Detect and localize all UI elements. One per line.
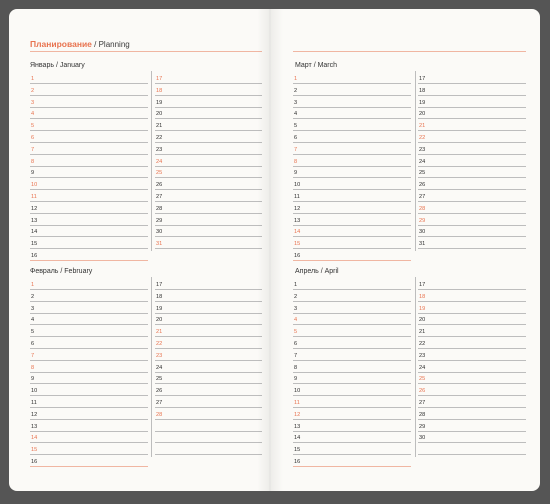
day-number: 27 xyxy=(156,400,163,406)
day-number: 7 xyxy=(294,352,298,359)
day-number: 11 xyxy=(31,194,37,200)
day-number: 6 xyxy=(31,135,35,141)
day-number: 8 xyxy=(294,158,298,165)
day-number: 28 xyxy=(156,205,163,212)
day-number: 20 xyxy=(156,111,163,118)
day-number: 25 xyxy=(156,170,163,177)
day-number: 25 xyxy=(156,376,163,383)
day-number: 22 xyxy=(419,341,426,347)
day-number: 4 xyxy=(31,111,35,118)
day-number: 28 xyxy=(156,411,163,418)
day-number: 3 xyxy=(31,305,35,312)
day-number: 1 xyxy=(31,282,35,288)
day-number: 23 xyxy=(419,352,426,359)
day-number: 3 xyxy=(31,99,35,106)
day-number: 30 xyxy=(419,435,426,442)
day-number: 23 xyxy=(419,146,426,153)
day-number: 7 xyxy=(31,352,35,359)
day-number: 7 xyxy=(31,146,35,153)
day-number: 29 xyxy=(156,217,163,224)
day-number: 6 xyxy=(294,135,298,141)
day-number: 1 xyxy=(31,76,35,82)
day-number: 12 xyxy=(294,411,301,418)
day-number: 19 xyxy=(419,305,426,312)
day-number: 17 xyxy=(419,282,426,288)
day-number: 14 xyxy=(31,229,38,236)
day-number: 15 xyxy=(31,241,38,248)
day-number: 9 xyxy=(294,376,298,383)
month-title-february: Февраль / February xyxy=(30,268,93,275)
month-title-april: Апрель / April xyxy=(295,268,339,275)
day-number: 27 xyxy=(419,400,426,406)
day-number: 29 xyxy=(419,423,426,430)
february-separator xyxy=(151,277,152,457)
day-number: 12 xyxy=(31,411,38,418)
day-row[interactable] xyxy=(155,236,262,249)
day-number: 13 xyxy=(294,217,301,224)
day-row[interactable] xyxy=(30,454,148,467)
day-number: 6 xyxy=(294,341,298,347)
title-main: Планирование xyxy=(30,39,92,49)
day-number: 17 xyxy=(419,76,426,82)
day-number: 3 xyxy=(294,305,298,312)
day-number: 22 xyxy=(156,341,163,347)
day-number: 7 xyxy=(294,146,298,153)
day-number: 24 xyxy=(419,364,426,371)
day-number: 20 xyxy=(419,111,426,118)
day-number: 11 xyxy=(294,194,300,200)
month-title-march: Март / March xyxy=(295,62,338,69)
day-number: 21 xyxy=(419,329,426,336)
day-number: 22 xyxy=(419,135,426,141)
day-number: 2 xyxy=(294,87,298,94)
title-sub: / Planning xyxy=(91,40,130,49)
day-number: 14 xyxy=(294,435,301,442)
day-number: 16 xyxy=(294,253,301,259)
day-number: 26 xyxy=(156,388,163,395)
day-number: 20 xyxy=(419,317,426,324)
day-number: 13 xyxy=(294,423,301,430)
day-number: 16 xyxy=(294,459,301,465)
day-number: 13 xyxy=(31,217,38,224)
day-number: 13 xyxy=(31,423,38,430)
day-number: 8 xyxy=(294,364,298,371)
day-number: 19 xyxy=(419,99,426,106)
day-number: 24 xyxy=(419,158,426,165)
day-number: 27 xyxy=(156,194,163,200)
day-number: 18 xyxy=(419,293,426,300)
day-number: 31 xyxy=(156,241,163,248)
day-number: 25 xyxy=(419,170,426,177)
day-number: 1 xyxy=(294,282,298,288)
day-number: 5 xyxy=(294,329,298,336)
title-rule xyxy=(30,51,262,52)
day-number: 19 xyxy=(156,99,163,106)
day-number: 27 xyxy=(419,194,426,200)
day-number: 25 xyxy=(419,376,426,383)
month-title-january: Январь / January xyxy=(30,62,85,69)
day-number: 11 xyxy=(294,400,300,406)
day-number: 28 xyxy=(419,411,426,418)
day-number: 18 xyxy=(156,87,163,94)
day-row[interactable] xyxy=(418,442,526,455)
day-number: 21 xyxy=(419,123,426,130)
day-number: 17 xyxy=(156,282,163,288)
day-number: 14 xyxy=(294,229,301,236)
page-title xyxy=(30,39,130,49)
day-number: 14 xyxy=(31,435,38,442)
day-number: 3 xyxy=(294,99,298,106)
day-number: 30 xyxy=(419,229,426,236)
day-number: 5 xyxy=(31,123,35,130)
day-number: 19 xyxy=(156,305,163,312)
day-number: 4 xyxy=(31,317,35,324)
day-number: 6 xyxy=(31,341,35,347)
day-number: 12 xyxy=(294,205,301,212)
day-number: 10 xyxy=(31,182,38,189)
day-number: 18 xyxy=(419,87,426,94)
day-number: 4 xyxy=(294,111,298,118)
day-number: 15 xyxy=(294,241,301,248)
day-number: 5 xyxy=(31,329,35,336)
day-number: 9 xyxy=(31,170,35,177)
day-number: 10 xyxy=(31,388,38,395)
day-number: 4 xyxy=(294,317,298,324)
day-number: 20 xyxy=(156,317,163,324)
top-rule-right xyxy=(293,51,526,52)
day-number: 26 xyxy=(156,182,163,189)
day-number: 8 xyxy=(31,158,35,165)
left-page xyxy=(9,9,271,491)
day-number: 30 xyxy=(156,229,163,236)
day-number: 15 xyxy=(294,447,301,454)
day-number: 21 xyxy=(156,329,163,336)
day-number: 2 xyxy=(294,293,298,300)
day-number: 28 xyxy=(419,205,426,212)
day-number: 29 xyxy=(419,217,426,224)
day-number: 22 xyxy=(156,135,163,141)
day-number: 24 xyxy=(156,364,163,371)
day-number: 11 xyxy=(31,400,37,406)
day-row[interactable] xyxy=(155,442,262,455)
day-number: 16 xyxy=(31,459,38,465)
day-number: 1 xyxy=(294,76,298,82)
january-separator xyxy=(151,71,152,251)
day-number: 8 xyxy=(31,364,35,371)
day-number: 9 xyxy=(31,376,35,383)
day-number: 9 xyxy=(294,170,298,177)
day-number: 24 xyxy=(156,158,163,165)
day-row[interactable] xyxy=(293,248,411,261)
day-number: 5 xyxy=(294,123,298,130)
day-number: 10 xyxy=(294,182,301,189)
planner-spread xyxy=(9,9,540,491)
day-number: 26 xyxy=(419,388,426,395)
day-number: 26 xyxy=(419,182,426,189)
day-number: 2 xyxy=(31,87,35,94)
day-number: 21 xyxy=(156,123,163,130)
april-separator xyxy=(415,277,416,457)
day-number: 18 xyxy=(156,293,163,300)
day-number: 16 xyxy=(31,253,38,259)
day-number: 15 xyxy=(31,447,38,454)
day-number: 23 xyxy=(156,146,163,153)
day-number: 31 xyxy=(419,241,426,248)
day-row[interactable] xyxy=(30,248,148,261)
day-row[interactable] xyxy=(293,454,411,467)
day-number: 12 xyxy=(31,205,38,212)
day-number: 17 xyxy=(156,76,163,82)
day-number: 10 xyxy=(294,388,301,395)
day-number: 2 xyxy=(31,293,35,300)
right-page xyxy=(271,9,540,491)
day-number: 23 xyxy=(156,352,163,359)
march-separator xyxy=(415,71,416,251)
day-row[interactable] xyxy=(418,236,526,249)
